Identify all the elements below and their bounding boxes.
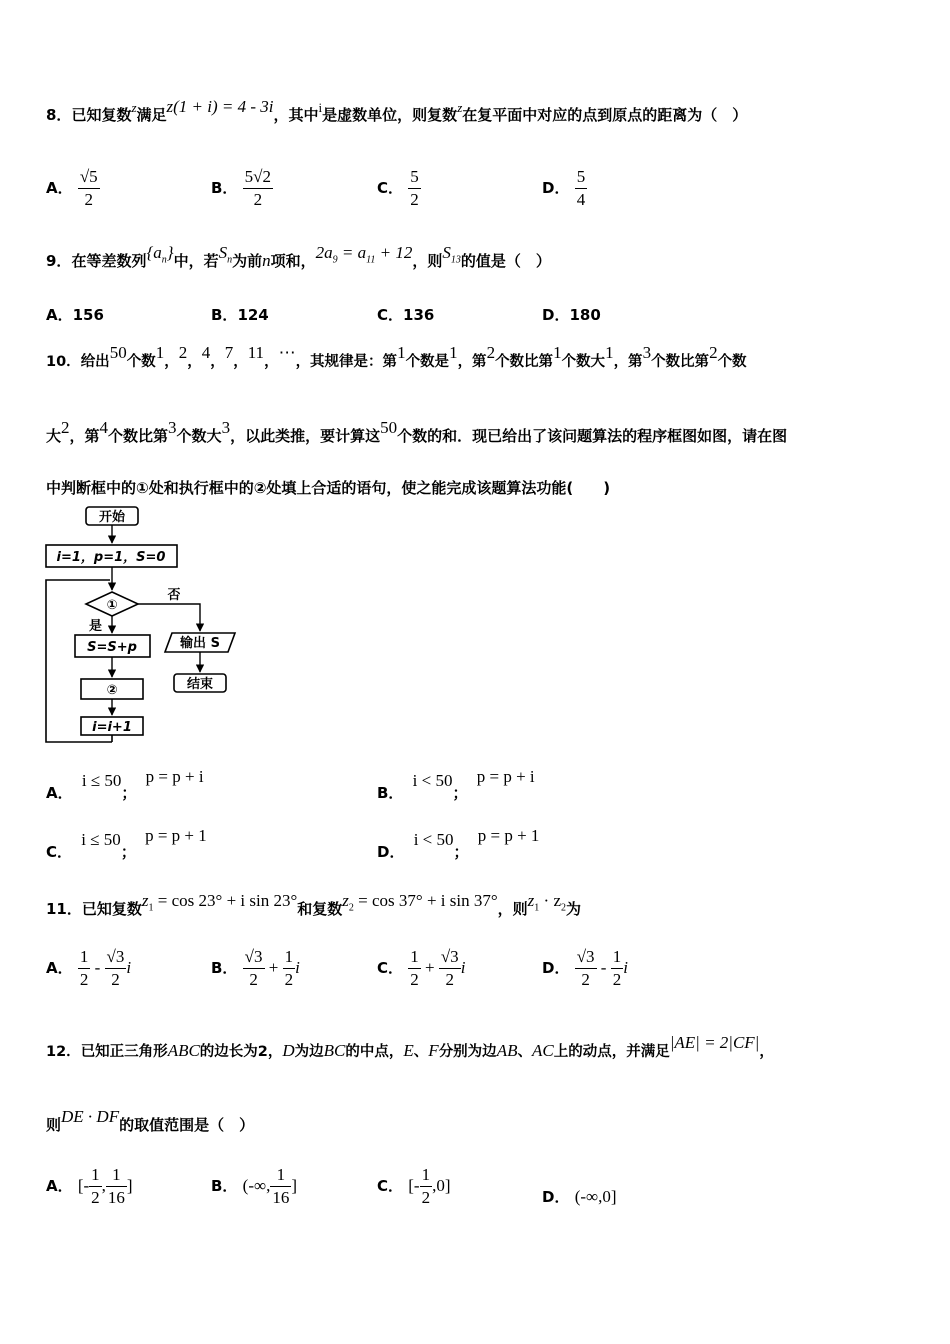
separator: ； — [453, 843, 469, 861]
bracket: ,0] — [432, 1176, 451, 1195]
fraction — [575, 946, 597, 991]
fraction — [408, 166, 421, 211]
math-num: 2 — [486, 343, 496, 362]
math-part: S — [218, 243, 228, 262]
option-label: A． — [46, 959, 73, 977]
stem-text: 已知复数 — [81, 900, 142, 918]
math-part: z — [527, 891, 535, 910]
fraction — [575, 166, 588, 211]
numerator: 5 — [575, 166, 588, 189]
denominator: 2 — [581, 970, 590, 989]
question-8-stem — [46, 97, 748, 125]
fraction — [439, 946, 461, 991]
math-s13 — [442, 243, 461, 266]
stem-text: 、 — [413, 1044, 429, 1060]
math-dot-product: DE · DF — [61, 1107, 120, 1126]
math-f: F — [428, 1041, 439, 1060]
option-label: D． — [542, 959, 570, 977]
option-statement: p = p + 1 — [145, 826, 207, 845]
option-value: 180 — [569, 306, 601, 324]
q11-option-b[interactable] — [211, 946, 300, 991]
math-num: 2 — [178, 343, 188, 362]
math-d: D — [282, 1041, 295, 1060]
flow-end-label: 结束 — [186, 677, 214, 692]
math-part: · z — [539, 891, 562, 910]
math-sub: 2 — [348, 902, 354, 914]
stem-text: 和复数 — [297, 900, 343, 918]
stem-text: 分别为边 — [438, 1044, 497, 1060]
option-label: C． — [377, 959, 404, 977]
question-number: 10． — [46, 354, 81, 370]
numerator: 1 — [611, 946, 624, 969]
option-label: A． — [46, 1177, 73, 1195]
math-z1 — [141, 891, 298, 914]
flow-no-label: 否 — [167, 588, 181, 603]
separator: ； — [120, 843, 136, 861]
option-label: B． — [377, 784, 404, 802]
stem-text: 中判断框中的①处和执行框中的②处填上合适的语句，使之能完成该题算法功能( ) — [46, 479, 611, 497]
fraction — [106, 1164, 127, 1209]
comma: , — [101, 1176, 106, 1195]
math-part: = cos 23° + i sin 23° — [153, 891, 298, 910]
math-z: z — [457, 100, 463, 115]
stem-text: ，以此类推，要计算这 — [230, 427, 381, 445]
stem-text: 个数 — [126, 354, 156, 370]
stem-text: 中，若 — [173, 252, 219, 270]
q9-option-b[interactable] — [211, 304, 269, 325]
denominator: 2 — [84, 190, 94, 209]
math-e: E — [403, 1041, 414, 1060]
math-num: 4 — [99, 418, 109, 437]
option-condition: i ≤ 50 — [81, 830, 121, 849]
stem-text: 是虚数单位，则复数 — [322, 106, 458, 124]
option-label: B． — [211, 179, 238, 197]
flow-init-label: i=1，p=1，S=0 — [56, 550, 166, 565]
flow-output-label: 输出 S — [180, 636, 220, 651]
math-num: 1 — [155, 343, 165, 362]
math-ab: AB — [496, 1041, 518, 1060]
fraction — [270, 1164, 291, 1209]
denominator: 2 — [91, 1188, 100, 1207]
stem-text: 个数比第 — [495, 354, 554, 370]
fraction — [78, 946, 91, 991]
math-num: 1 — [449, 343, 458, 362]
math-sub: 13 — [450, 254, 461, 266]
math-sub: n — [227, 254, 233, 266]
math-part: S — [442, 243, 451, 262]
q11-option-c[interactable] — [377, 946, 465, 991]
numerator: 1 — [283, 946, 296, 969]
denominator: 2 — [421, 1188, 431, 1207]
q8-option-b[interactable] — [211, 166, 273, 211]
stem-text: 上的动点，并满足 — [553, 1044, 670, 1060]
question-number: 8． — [46, 106, 72, 124]
question-9-stem — [46, 243, 551, 273]
math-i: i — [318, 100, 323, 115]
numerator: √5 — [78, 166, 100, 189]
flow-inc-label: i=i+1 — [92, 720, 132, 735]
math-num: 4 — [201, 343, 211, 362]
flow-yes-label: 是 — [88, 619, 102, 634]
flow-step2-label: ② — [106, 683, 118, 698]
math-part: z — [342, 891, 349, 910]
denominator: 2 — [249, 970, 258, 989]
q8-option-d[interactable] — [542, 166, 587, 211]
imaginary-unit: i — [460, 958, 466, 977]
question-number: 11． — [46, 900, 82, 918]
imaginary-unit: i — [126, 958, 132, 977]
flowchart — [40, 502, 250, 752]
numerator: 1 — [420, 1164, 433, 1187]
stem-text: 为边 — [294, 1044, 324, 1060]
option-label: B． — [211, 1177, 238, 1195]
option-label: C． — [377, 1177, 404, 1195]
denominator: 2 — [111, 970, 120, 989]
stem-text: 满足 — [136, 106, 167, 124]
question-number: 12． — [46, 1044, 81, 1060]
stem-text: 个数 — [717, 354, 747, 370]
math-num: 2 — [61, 418, 70, 437]
denominator: 2 — [612, 970, 622, 989]
q8-option-c[interactable] — [377, 166, 421, 211]
stem-text: 项和， — [270, 252, 316, 270]
option-label: B． — [211, 959, 238, 977]
q11-option-a[interactable] — [46, 946, 131, 991]
imaginary-unit: i — [623, 958, 628, 977]
option-label: A． — [46, 784, 73, 802]
separator: ； — [121, 784, 137, 802]
flow-condition-label: ① — [106, 598, 118, 613]
math-product — [527, 891, 567, 914]
option-statement: p = p + i — [145, 767, 204, 786]
math-num: 7 — [224, 343, 234, 362]
math-sn — [218, 243, 233, 266]
numerator: 1 — [270, 1164, 291, 1187]
separator: ； — [452, 784, 468, 802]
math-part: {a — [146, 243, 162, 262]
fraction — [611, 946, 624, 991]
math-num: 50 — [380, 418, 398, 437]
math-part: = a — [337, 243, 367, 262]
fraction — [243, 166, 273, 211]
numerator: 1 — [408, 946, 421, 969]
option-statement: p = p + i — [476, 767, 535, 786]
math-equation: z(1 + i) = 4 - 3i — [166, 97, 274, 116]
option-statement: p = p + 1 — [477, 826, 540, 845]
math-sub: 1 — [534, 902, 540, 914]
stem-text: 在复平面中对应的点到原点的距离为（ ） — [462, 106, 748, 124]
option-label: C． — [377, 306, 404, 324]
bracket: [- — [408, 1176, 420, 1195]
math-sub: n — [161, 254, 167, 266]
stem-text: 已知正三角形 — [80, 1044, 168, 1060]
denominator: 2 — [410, 190, 419, 209]
q9-option-d[interactable] — [542, 304, 601, 325]
option-condition: i ≤ 50 — [81, 771, 122, 790]
numerator: 1 — [106, 1164, 127, 1187]
math-z: z — [131, 100, 137, 115]
q10-option-c[interactable] — [46, 826, 207, 861]
denominator: 2 — [284, 970, 294, 989]
math-part: z — [141, 891, 149, 910]
question-10-line-3 — [46, 477, 610, 498]
option-label: A． — [46, 179, 73, 197]
math-condition: |AE| = 2|CF| — [669, 1033, 760, 1052]
q12-option-c[interactable] — [377, 1164, 451, 1209]
q11-option-d[interactable] — [542, 946, 628, 991]
math-sequence — [146, 243, 174, 266]
stem-text: 个数是 — [405, 354, 450, 370]
stem-text: 已知复数 — [71, 106, 132, 124]
math-num: 50 — [109, 343, 127, 362]
numerator: √3 — [243, 946, 265, 969]
numerator: √3 — [575, 946, 597, 969]
math-sub: 11 — [366, 254, 376, 266]
q12-option-a[interactable] — [46, 1164, 133, 1209]
flow-no-line — [138, 604, 200, 631]
q12-option-d[interactable] — [542, 1186, 617, 1207]
bracket: ] — [126, 1176, 133, 1195]
stem-text: 个数大 — [561, 354, 606, 370]
math-dots: ⋯ — [278, 343, 296, 362]
fraction — [420, 1164, 433, 1209]
option-value: 156 — [72, 306, 104, 324]
stem-text: ，第 — [69, 427, 100, 445]
option-label: D． — [542, 1188, 570, 1206]
math-num: 1 — [397, 343, 406, 362]
math-num: 11 — [247, 343, 265, 362]
option-value: 136 — [403, 306, 435, 324]
math-abc: ABC — [167, 1041, 200, 1060]
math-sub: 9 — [332, 254, 338, 266]
stem-text: 、 — [517, 1044, 532, 1060]
fraction — [283, 946, 296, 991]
stem-text: 个数的和．现已给出了该问题算法的程序框图如图，请在图 — [397, 427, 788, 445]
math-part: = cos 37° + i sin 37° — [353, 891, 498, 910]
option-condition: i < 50 — [413, 830, 454, 849]
math-bc: BC — [323, 1041, 346, 1060]
option-label: D． — [377, 843, 405, 861]
q8-option-a[interactable] — [46, 166, 100, 211]
stem-text: ，第 — [457, 354, 487, 370]
stem-text: 的中点， — [345, 1044, 404, 1060]
option-condition: i < 50 — [412, 771, 453, 790]
question-10-line-2 — [46, 418, 788, 446]
imaginary-unit: i — [295, 958, 300, 977]
fraction — [89, 1164, 102, 1209]
flow-start-label: 开始 — [98, 510, 126, 525]
math-equation — [315, 243, 413, 266]
q9-option-c[interactable] — [377, 304, 434, 325]
fraction — [408, 946, 421, 991]
operator: + — [264, 958, 283, 977]
stem-text: 个数比第 — [651, 354, 710, 370]
option-label: C． — [377, 179, 404, 197]
question-11-stem — [46, 891, 582, 921]
denominator: 16 — [272, 1188, 290, 1207]
numerator: √3 — [439, 946, 461, 969]
bracket: (-∞, — [242, 1176, 271, 1195]
stem-text: 个数大 — [176, 427, 222, 445]
stem-text: 为 — [566, 900, 582, 918]
stem-text: ，则 — [497, 900, 528, 918]
option-label: D． — [542, 179, 570, 197]
stem-text: 大 — [46, 427, 62, 445]
stem-text: 的边长为2， — [199, 1044, 283, 1060]
denominator: 2 — [410, 970, 419, 989]
operator: - — [90, 958, 105, 977]
math-part: + 12 — [375, 243, 413, 262]
fraction — [243, 946, 265, 991]
question-10-line-1: 10．给出50个数1，2，4，7，11，⋯，其规律是：第1个数是1，第2个数比第1个数大1，第3个数比第2个数 — [46, 343, 747, 370]
denominator: 16 — [107, 1188, 125, 1207]
q10-option-a[interactable] — [46, 767, 204, 802]
stem-text: ，其规律是：第 — [295, 354, 398, 370]
stem-text: 则 — [46, 1116, 62, 1134]
stem-text: ，则 — [412, 252, 443, 270]
stem-text: 的值是（ ） — [460, 252, 551, 270]
stem-text: ， — [759, 1044, 774, 1060]
q10-option-b[interactable] — [377, 767, 535, 802]
stem-text: 个数比第 — [108, 427, 169, 445]
math-ac: AC — [531, 1041, 554, 1060]
option-label: A． — [46, 306, 73, 324]
operator: + — [420, 958, 439, 977]
denominator: 2 — [445, 970, 455, 989]
flow-sum-label: S=S+p — [87, 640, 137, 655]
question-12-line-2 — [46, 1107, 255, 1135]
bracket: [- — [77, 1176, 90, 1195]
q12-option-b[interactable] — [211, 1164, 297, 1209]
denominator: 2 — [253, 190, 263, 209]
math-num: 3 — [221, 418, 231, 437]
stem-text: ，第 — [613, 354, 643, 370]
question-number: 9． — [46, 252, 72, 270]
denominator: 2 — [79, 970, 89, 989]
denominator: 4 — [576, 190, 586, 209]
stem-text: ，其中 — [273, 106, 319, 124]
stem-text: 给出 — [80, 354, 110, 370]
math-num: 1 — [605, 343, 614, 362]
numerator: 5 — [408, 166, 421, 189]
math-sub: 1 — [148, 902, 154, 914]
numerator: 5√2 — [243, 166, 273, 189]
math-sub: 2 — [561, 902, 567, 914]
q10-option-d[interactable] — [377, 826, 540, 861]
option-label: D． — [542, 306, 570, 324]
math-num: 3 — [168, 418, 177, 437]
stem-text: 在等差数列 — [71, 252, 147, 270]
math-z2 — [342, 891, 498, 914]
math-num: 2 — [709, 343, 718, 362]
option-label: C． — [46, 843, 73, 861]
operator: - — [596, 958, 611, 977]
math-part: 2a — [315, 243, 333, 262]
option-value: 124 — [237, 306, 269, 324]
stem-text: 为前 — [232, 252, 263, 270]
option-label: B． — [211, 306, 238, 324]
question-12-line-1 — [46, 1033, 774, 1061]
numerator: 1 — [89, 1164, 102, 1187]
interval: (-∞,0] — [574, 1187, 617, 1206]
q9-option-a[interactable] — [46, 304, 104, 325]
math-part: } — [166, 243, 174, 262]
bracket: ] — [291, 1176, 298, 1195]
math-n: n — [262, 251, 271, 270]
numerator: √3 — [105, 946, 127, 969]
fraction — [105, 946, 127, 991]
math-num: 3 — [642, 343, 652, 362]
fraction — [78, 166, 100, 211]
math-num: 1 — [553, 343, 562, 362]
numerator: 1 — [78, 946, 91, 969]
stem-text: 的取值范围是（ ） — [119, 1116, 255, 1134]
